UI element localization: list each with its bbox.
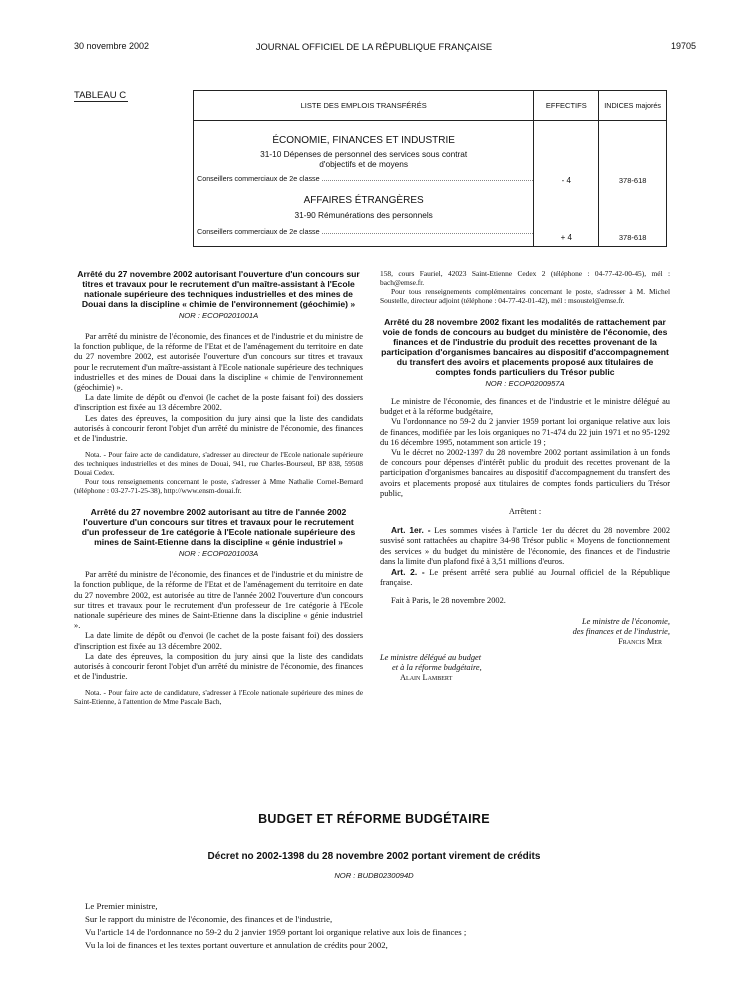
article-1: Art. 1er. - Les sommes visées à l'article 1er du décret du 28 novembre 2002 susvisé sont rattachées au chapitre 34-98 Trésor public « Moyens de fonctionnement des services » du budget du ministère de l'économie, des finances et de l'industrie dans la limite d'un plafond fixé à 3,51 millions d'euros. bbox=[380, 525, 671, 566]
decret-nor: NOR : BUDB0230094D bbox=[334, 871, 414, 880]
arrete-2-paragraph: Par arrêté du ministre de l'économie, des finances et de l'industrie et du ministre de la fonction publique, de la réforme de l'Etat et de l'aménagement du territoire en date du 27 novembre 2002, est autorisée au titre de l'année 2002 l'ouverture d'un concours sur titres et travaux pour le recrutement d'un professeur de 1re catégorie à l'Ecole nationale supérieure des mines de Saint-Etienne dans la discipline « génie industriel ». bbox=[74, 570, 363, 631]
row-label: Conseillers commerciaux de 2e classe .......................................................................................................... bbox=[197, 226, 534, 236]
effectifs-value: + 4 bbox=[534, 187, 599, 247]
article-2: Art. 2. - Le présent arrêté sera publié au Journal officiel de la République française. bbox=[380, 567, 671, 588]
effectifs-value: - 4 bbox=[534, 121, 599, 187]
decret-title: Décret no 2002-1398 du 28 novembre 2002 portant virement de crédits bbox=[207, 851, 541, 862]
arrete-1-title: Arrêté du 27 novembre 2002 autorisant l'ouverture d'un concours sur titres et travaux pour le recrutement d'un maître-assistant à l'Ecole nationale supérieure des techniques industrielles et des mines de Douai dans la discipline « chimie de l'environnement (géochimie) » bbox=[77, 269, 360, 309]
decret-line: Vu la loi de finances et les textes portant ouverture et annulation de crédits pour 2002, bbox=[85, 940, 388, 950]
ministry-heading: ÉCONOMIE, FINANCES ET INDUSTRIE bbox=[272, 135, 455, 146]
arrete-1-nor: NOR : ECOP0201001A bbox=[178, 311, 259, 320]
signature-name: Alain Lambert bbox=[400, 672, 453, 682]
tableau-label: TABLEAU C bbox=[74, 90, 127, 101]
header-page-number: 19705 bbox=[670, 41, 696, 51]
table-row bbox=[194, 187, 534, 247]
arrete-2-nota: Nota. - Pour faire acte de candidature, s'adresser à l'Ecole nationale supérieure des mines de Saint-Etienne, à l'attention de Mme Pascale Bach, bbox=[74, 688, 363, 707]
col-header-liste: LISTE DES EMPLOIS TRANSFÉRÉS bbox=[194, 91, 534, 121]
arrete-1-nota: Pour tous renseignements concernant le poste, s'adresser à Mme Nathalie Cornel-Bernard (téléphone : 03-27-71-25-38), http://www.ensm-douai.fr. bbox=[74, 477, 363, 496]
right-column bbox=[380, 269, 670, 683]
chapter-heading: 31-90 Rémunérations des personnels bbox=[294, 209, 433, 220]
arrete-3-paragraph: Vu l'ordonnance no 59-2 du 2 janvier 1959 portant loi organique relative aux lois de finances, modifiée par les lois organiques no 71-474 du 22 juin 1971 et no 95-1292 du 16 décembre 1995, notamment son article 19 ; bbox=[380, 417, 670, 447]
decret-body bbox=[74, 900, 674, 952]
nota-continuation: Pour tous renseignements complémentaires concernant le poste, s'adresser à M. Michel Soustelle, directeur adjoint (téléphone : 04-77-42-01-42), mél : msoustel@emse.fr. bbox=[380, 287, 670, 305]
fait-a-paris: Fait à Paris, le 28 novembre 2002. bbox=[391, 596, 506, 606]
indices-value: 378-618 bbox=[599, 187, 667, 247]
signature-title: Le ministre délégué au budget bbox=[380, 652, 482, 662]
ministry-heading: AFFAIRES ÉTRANGÈRES bbox=[303, 194, 424, 206]
arrete-3-paragraph: Le ministre de l'économie, des finances et de l'industrie et le ministre délégué au budget et à la réforme budgétaire, bbox=[380, 397, 670, 417]
arrete-1-paragraph: La date limite de dépôt ou d'envoi (le cachet de la poste faisant foi) des dossiers d'inscription est fixée au 13 décembre 2002. bbox=[74, 393, 363, 413]
section-heading: BUDGET ET RÉFORME BUDGÉTAIRE bbox=[258, 812, 490, 826]
decret-line: Sur le rapport du ministre de l'économie, des finances et de l'industrie, bbox=[85, 914, 333, 924]
arrete-1-paragraph: Les dates des épreuves, la composition du jury ainsi que la liste des candidats autorisés à concourir feront l'objet d'un arrêté du ministre de l'économie, des finances et de l'industrie. bbox=[74, 413, 363, 444]
arrete-2-paragraph: La date limite de dépôt ou d'envoi (le cachet de la poste faisant foi) des dossiers d'inscription est fixée au 13 décembre 2002. bbox=[74, 631, 363, 651]
row-label: Conseillers commerciaux de 2e classe .......................................................................................................... bbox=[197, 174, 534, 183]
arrete-3-nor: NOR : ECOP0200957A bbox=[485, 379, 565, 388]
col-header-effectifs: EFFECTIFS bbox=[534, 91, 599, 121]
signature-title: et à la réforme budgétaire, bbox=[392, 662, 482, 672]
arrete-1-nota: Nota. - Pour faire acte de candidature, s'adresser au directeur de l'Ecole nationale supérieure des techniques industrielles et des mines de Douai, 941, rue Charles-Bourseul, BP 838, 59508 Douai Cedex. bbox=[74, 450, 363, 478]
arrete-2-paragraph: La date des épreuves, la composition du jury ainsi que la liste des candidats autorisés à concourir feront l'objet d'un arrêté du ministre de l'économie, des finances et de l'industrie. bbox=[74, 651, 363, 682]
arretent: Arrêtent : bbox=[508, 507, 542, 517]
arrete-2-title: Arrêté du 27 novembre 2002 autorisant au titre de l'année 2002 l'ouverture d'un concours sur titres et travaux pour le recrutement d'un professeur de 1re catégorie à l'Ecole nationale supérieure des mines de Saint-Etienne dans la discipline « génie industriel » bbox=[81, 507, 356, 548]
arrete-3-title: Arrêté du 28 novembre 2002 fixant les modalités de rattachement par voie de fonds de concours au budget du ministère de l'économie, des finances et de l'industrie du produit des recettes provenant de la participation d'organismes bancaires au dispositif d'accompagnement du transfert des avoirs et placements proposé aux titulaires de comptes fonds particuliers du Trésor public bbox=[381, 317, 669, 377]
col-header-indices: INDICES majorés bbox=[599, 91, 667, 121]
tableau-c bbox=[193, 90, 667, 247]
header-journal: JOURNAL OFFICIEL DE LA RÉPUBLIQUE FRANÇAISE bbox=[255, 41, 493, 52]
header-date: 30 novembre 2002 bbox=[74, 41, 150, 51]
table-row bbox=[194, 121, 534, 187]
arrete-1-paragraph: Par arrêté du ministre de l'économie, des finances et de l'industrie et du ministre de la fonction publique, de la réforme de l'Etat et de l'aménagement du territoire en date du 27 novembre 2002, est autorisée l'ouverture d'un concours sur titres et travaux pour le recrutement d'un maître-assistant à l'Ecole nationale supérieure des techniques industrielles et des mines de Douai dans la discipline « chimie de l'environnement (géochimie) ». bbox=[74, 332, 363, 393]
arrete-2-nor: NOR : ECOP0201003A bbox=[178, 549, 259, 559]
signature-title: Le ministre de l'économie, bbox=[581, 616, 670, 626]
nota-continuation: 158, cours Fauriel, 42023 Saint-Etienne Cedex 2 (téléphone : 04-77-42-00-45), mél : bach@emse.fr. bbox=[380, 269, 670, 287]
decret-line: Le Premier ministre, bbox=[85, 901, 158, 911]
left-column bbox=[74, 269, 363, 706]
arrete-3-paragraph: Vu le décret no 2002-1397 du 28 novembre 2002 portant assimilation à un fonds de concours pour dépenses d'intérêt public du produit des recettes provenant de la participation d'organismes bancaires au dispositif d'accompagnement du transfert des avoirs et placements proposé aux titulaires de comptes fonds particuliers du Trésor public, bbox=[380, 448, 670, 498]
chapter-heading: 31-10 Dépenses de personnel des services sous contrat d'objectifs et de moyens bbox=[260, 149, 468, 169]
indices-value: 378-618 bbox=[599, 121, 667, 187]
decret-line: Vu l'article 14 de l'ordonnance no 59-2 du 2 janvier 1959 portant loi organique relative aux lois de finances ; bbox=[85, 927, 467, 937]
signature-title: des finances et de l'industrie, bbox=[572, 626, 670, 636]
signature-name: Francis Mer bbox=[618, 636, 662, 646]
